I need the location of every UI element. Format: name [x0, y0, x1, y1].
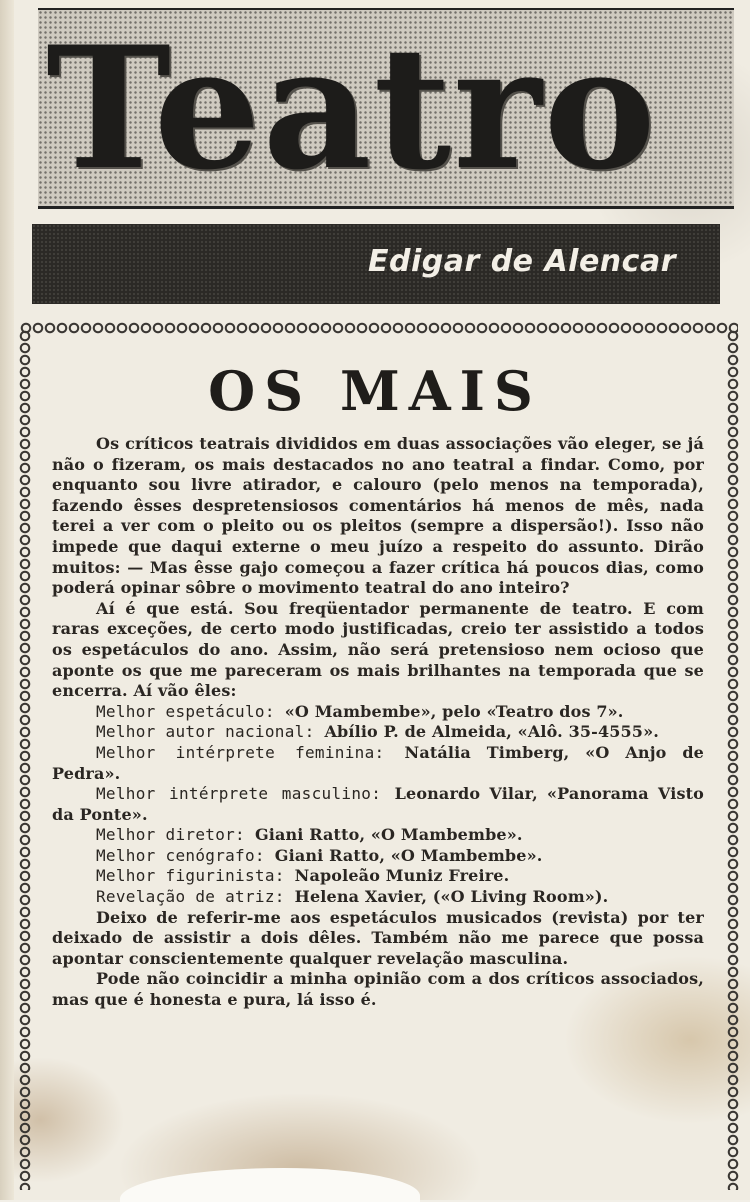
masthead — [38, 8, 734, 209]
decorative-border-top — [20, 320, 738, 336]
award-category: Melhor figurinista: — [96, 866, 285, 886]
award-category: Melhor cenógrafo: — [96, 845, 265, 865]
award-category: Melhor intérprete feminina: — [96, 742, 385, 762]
award-winner: Natália Timberg, «O Anjo de Pedra». — [52, 742, 704, 783]
award-item — [52, 722, 704, 743]
award-winner: Giani Ratto, «O Mambembe». — [254, 825, 523, 845]
author-byline: Edigar de Alencar — [367, 244, 676, 279]
award-winner: Helena Xavier, («O Living Room»). — [294, 887, 609, 907]
article-headline: OS MAIS — [208, 359, 542, 423]
article-paragraph: Aí é que está. Sou freqüentador permanente de teatro. E com raras exceções, de certo modo justificadas, creio ter assistido a todos os espetáculos do ano. Assim, não será pretensioso nem ocioso que aponte os que me pareceram os mais brilhantes na temporada que se encerra. Aí vão êles: — [52, 598, 704, 701]
award-category: Melhor espetáculo: — [96, 701, 275, 721]
award-item — [52, 846, 704, 867]
award-item — [52, 887, 704, 908]
paper-edge — [0, 0, 14, 1200]
award-winner: «O Mambembe», pelo «Teatro dos 7». — [284, 701, 624, 721]
byline-bar — [32, 224, 720, 304]
award-winner: Leonardo Vilar, «Panorama Visto da Ponte». — [52, 784, 704, 824]
decorative-border-left — [18, 330, 32, 1190]
article-paragraph: Os críticos teatrais divididos em duas associações vão eleger, se já não o fizeram, os mais destacados no ano teatral a findar. Como, por enquanto sou livre atirador, e calouro (pelo menos na temporada), fazendo êsses despretensiosos comentários há menos de mês, nada terei a ver com o pleito ou os pleitos (sempre a dispersão!). Isso não impede que daqui externe o meu juízo a respeito do assunto. Dirão muitos: — Mas êsse gajo começou a fazer crítica há poucos dias, como poderá opinar sôbre o movimento teatral do ano inteiro? — [52, 434, 704, 598]
award-item — [52, 702, 704, 723]
article-paragraph: Deixo de referir-me aos espetáculos musicados (revista) por ter deixado de assistir a dois dêles. Também não me parece que possa apontar conscientemente qualquer revelação masculina. — [52, 907, 704, 968]
section-title: Teatro — [46, 9, 658, 207]
award-winner: Abílio P. de Almeida, «Alô. 35-4555». — [324, 722, 659, 742]
article-paragraph: Pode não coincidir a minha opinião com a dos críticos associados, mas que é honesta e pura, lá isso é. — [52, 969, 704, 1010]
award-category: Melhor diretor: — [96, 825, 245, 845]
award-category: Melhor intérprete masculino: — [96, 784, 382, 804]
award-category: Melhor autor nacional: — [96, 722, 315, 742]
article-body — [52, 434, 704, 1194]
award-item — [52, 784, 704, 825]
award-category: Revelação de atriz: — [96, 887, 285, 907]
award-winner: Giani Ratto, «O Mambembe». — [274, 845, 543, 865]
award-item — [52, 743, 704, 784]
award-winner: Napoleão Muniz Freire. — [294, 866, 510, 886]
award-item — [52, 825, 704, 846]
award-item — [52, 866, 704, 887]
awards-list — [52, 702, 704, 908]
decorative-border-right — [726, 330, 740, 1190]
